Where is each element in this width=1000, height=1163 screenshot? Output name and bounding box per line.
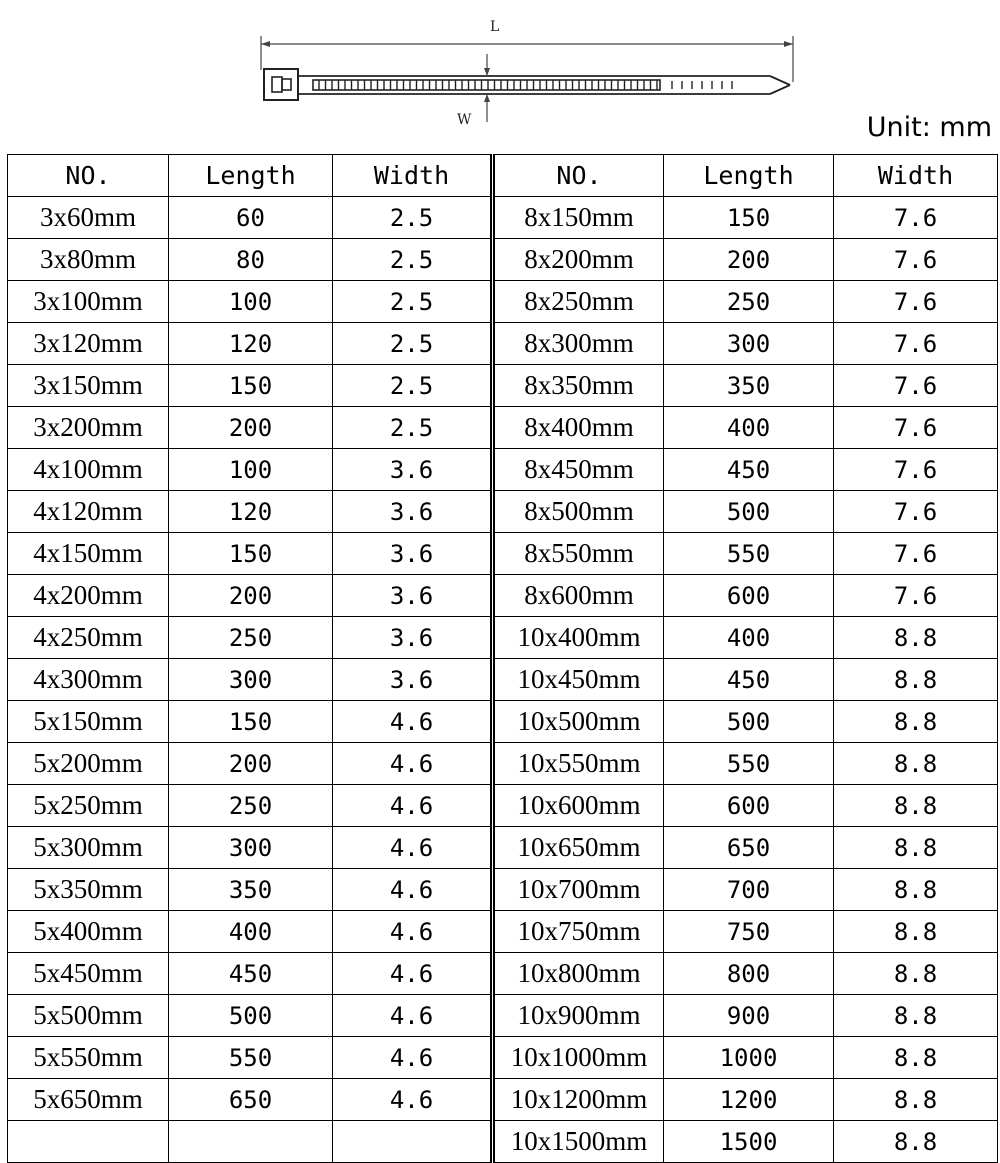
table-row (8, 953, 998, 995)
cell-length: 100 (169, 449, 333, 491)
cell-length: 650 (169, 1079, 333, 1121)
cell-length: 200 (169, 575, 333, 617)
cell-width: 2.5 (333, 407, 493, 449)
cell-length: 150 (169, 701, 333, 743)
table-row (8, 911, 998, 953)
cell-width: 8.8 (834, 785, 998, 827)
header-width: Width (834, 155, 998, 197)
cell-width: 7.6 (834, 575, 998, 617)
header-length: Length (169, 155, 333, 197)
table-row (8, 617, 998, 659)
cell-no: 10x650mm (493, 827, 664, 869)
cell-no: 8x500mm (493, 491, 664, 533)
table-row (8, 323, 998, 365)
cell-no: 3x60mm (8, 197, 169, 239)
cable-tie-diagram (0, 0, 1000, 150)
length-dimension-label: L (490, 19, 500, 35)
cell-length: 1500 (664, 1121, 834, 1163)
cell-width: 8.8 (834, 1121, 998, 1163)
cell-no: 5x550mm (8, 1037, 169, 1079)
cell-length: 500 (664, 701, 834, 743)
cell-width: 4.6 (333, 1037, 493, 1079)
cell-length: 100 (169, 281, 333, 323)
cell-length: 550 (664, 743, 834, 785)
cell-no: 10x500mm (493, 701, 664, 743)
table-row (8, 533, 998, 575)
unit-label: Unit: mm (866, 112, 992, 143)
cell-no: 4x300mm (8, 659, 169, 701)
cell-no: 10x550mm (493, 743, 664, 785)
cell-width: 2.5 (333, 323, 493, 365)
cell-length: 500 (169, 995, 333, 1037)
cell-width: 3.6 (333, 617, 493, 659)
cell-no: 10x1000mm (493, 1037, 664, 1079)
cell-width: 4.6 (333, 911, 493, 953)
cell-width: 2.5 (333, 197, 493, 239)
cell-length: 80 (169, 239, 333, 281)
cell-width (333, 1121, 493, 1163)
cell-no: 4x200mm (8, 575, 169, 617)
cell-no: 10x450mm (493, 659, 664, 701)
width-dimension-label: W (457, 112, 472, 128)
header-no: NO. (493, 155, 664, 197)
cell-length: 1000 (664, 1037, 834, 1079)
cell-length (169, 1121, 333, 1163)
cell-length: 400 (664, 407, 834, 449)
cell-length: 250 (169, 617, 333, 659)
cell-no: 5x300mm (8, 827, 169, 869)
cell-no: 8x350mm (493, 365, 664, 407)
cell-no: 5x500mm (8, 995, 169, 1037)
cell-length: 800 (664, 953, 834, 995)
cell-no: 10x600mm (493, 785, 664, 827)
cell-no: 10x800mm (493, 953, 664, 995)
cell-no: 8x250mm (493, 281, 664, 323)
cell-length: 650 (664, 827, 834, 869)
cell-no: 10x1500mm (493, 1121, 664, 1163)
cell-length: 200 (169, 743, 333, 785)
cell-width: 4.6 (333, 701, 493, 743)
table-row (8, 743, 998, 785)
cell-length: 550 (664, 533, 834, 575)
cell-width: 8.8 (834, 1037, 998, 1079)
header-width: Width (333, 155, 493, 197)
cell-length: 350 (664, 365, 834, 407)
cell-width: 7.6 (834, 239, 998, 281)
cell-no: 8x150mm (493, 197, 664, 239)
table-header-row (8, 155, 998, 197)
cell-width: 7.6 (834, 449, 998, 491)
cell-length: 150 (169, 365, 333, 407)
cell-no: 5x200mm (8, 743, 169, 785)
cell-no: 10x900mm (493, 995, 664, 1037)
cell-no: 3x80mm (8, 239, 169, 281)
cell-width: 2.5 (333, 239, 493, 281)
table-row (8, 575, 998, 617)
cell-width: 8.8 (834, 743, 998, 785)
cell-width: 7.6 (834, 323, 998, 365)
cell-width: 3.6 (333, 491, 493, 533)
table-row (8, 869, 998, 911)
specification-table (7, 154, 998, 1163)
cell-no: 5x400mm (8, 911, 169, 953)
cell-length: 120 (169, 491, 333, 533)
cell-length: 250 (664, 281, 834, 323)
cell-no (8, 1121, 169, 1163)
cell-length: 450 (664, 449, 834, 491)
cell-width: 8.8 (834, 1079, 998, 1121)
cell-length: 200 (169, 407, 333, 449)
cell-length: 350 (169, 869, 333, 911)
cell-no: 10x1200mm (493, 1079, 664, 1121)
cell-width: 7.6 (834, 365, 998, 407)
cell-width: 3.6 (333, 449, 493, 491)
cell-width: 4.6 (333, 869, 493, 911)
table-row (8, 407, 998, 449)
cell-length: 1200 (664, 1079, 834, 1121)
cell-length: 150 (664, 197, 834, 239)
cell-width: 7.6 (834, 491, 998, 533)
cell-length: 300 (664, 323, 834, 365)
cell-no: 8x450mm (493, 449, 664, 491)
cell-width: 3.6 (333, 533, 493, 575)
cell-no: 8x200mm (493, 239, 664, 281)
cell-length: 700 (664, 869, 834, 911)
cell-width: 8.8 (834, 827, 998, 869)
table-row (8, 659, 998, 701)
cell-no: 5x350mm (8, 869, 169, 911)
cell-length: 600 (664, 785, 834, 827)
cell-no: 4x150mm (8, 533, 169, 575)
cell-width: 4.6 (333, 953, 493, 995)
cell-width: 4.6 (333, 995, 493, 1037)
cell-no: 8x550mm (493, 533, 664, 575)
table-row (8, 995, 998, 1037)
cell-no: 10x700mm (493, 869, 664, 911)
cell-width: 4.6 (333, 743, 493, 785)
cell-no: 3x100mm (8, 281, 169, 323)
cell-no: 5x650mm (8, 1079, 169, 1121)
cell-width: 7.6 (834, 407, 998, 449)
cell-length: 150 (169, 533, 333, 575)
cell-width: 3.6 (333, 575, 493, 617)
cell-width: 4.6 (333, 785, 493, 827)
cell-width: 8.8 (834, 869, 998, 911)
cell-no: 3x120mm (8, 323, 169, 365)
cell-width: 8.8 (834, 701, 998, 743)
cell-width: 4.6 (333, 1079, 493, 1121)
cell-length: 120 (169, 323, 333, 365)
cell-no: 3x200mm (8, 407, 169, 449)
cell-length: 600 (664, 575, 834, 617)
table-row (8, 197, 998, 239)
cell-width: 3.6 (333, 659, 493, 701)
cell-no: 4x250mm (8, 617, 169, 659)
cell-width: 8.8 (834, 995, 998, 1037)
cell-width: 8.8 (834, 953, 998, 995)
cell-width: 2.5 (333, 281, 493, 323)
cell-width: 8.8 (834, 617, 998, 659)
cell-no: 10x750mm (493, 911, 664, 953)
cell-width: 2.5 (333, 365, 493, 407)
cell-no: 10x400mm (493, 617, 664, 659)
cell-length: 900 (664, 995, 834, 1037)
cell-length: 200 (664, 239, 834, 281)
cell-length: 400 (169, 911, 333, 953)
cell-width: 8.8 (834, 911, 998, 953)
table-row (8, 281, 998, 323)
cell-length: 300 (169, 827, 333, 869)
table-row (8, 785, 998, 827)
cell-no: 8x300mm (493, 323, 664, 365)
cell-no: 3x150mm (8, 365, 169, 407)
table-row (8, 1079, 998, 1121)
cell-no: 4x120mm (8, 491, 169, 533)
cell-no: 5x250mm (8, 785, 169, 827)
cell-width: 7.6 (834, 281, 998, 323)
table-row (8, 1037, 998, 1079)
cell-length: 450 (169, 953, 333, 995)
cell-length: 450 (664, 659, 834, 701)
cell-width: 7.6 (834, 533, 998, 575)
cell-no: 5x150mm (8, 701, 169, 743)
cell-no: 4x100mm (8, 449, 169, 491)
cell-no: 5x450mm (8, 953, 169, 995)
table-row (8, 701, 998, 743)
cell-length: 750 (664, 911, 834, 953)
cable-tie-drawing (0, 0, 1000, 150)
cell-length: 550 (169, 1037, 333, 1079)
cell-length: 60 (169, 197, 333, 239)
header-length: Length (664, 155, 834, 197)
cell-length: 300 (169, 659, 333, 701)
cell-length: 250 (169, 785, 333, 827)
cell-width: 7.6 (834, 197, 998, 239)
cell-no: 8x400mm (493, 407, 664, 449)
cell-length: 400 (664, 617, 834, 659)
table-row (8, 1121, 998, 1163)
header-no: NO. (8, 155, 169, 197)
cell-no: 8x600mm (493, 575, 664, 617)
cell-length: 500 (664, 491, 834, 533)
table-row (8, 491, 998, 533)
table-row (8, 365, 998, 407)
table-row (8, 827, 998, 869)
table-row (8, 449, 998, 491)
cell-width: 8.8 (834, 659, 998, 701)
cell-width: 4.6 (333, 827, 493, 869)
table-row (8, 239, 998, 281)
